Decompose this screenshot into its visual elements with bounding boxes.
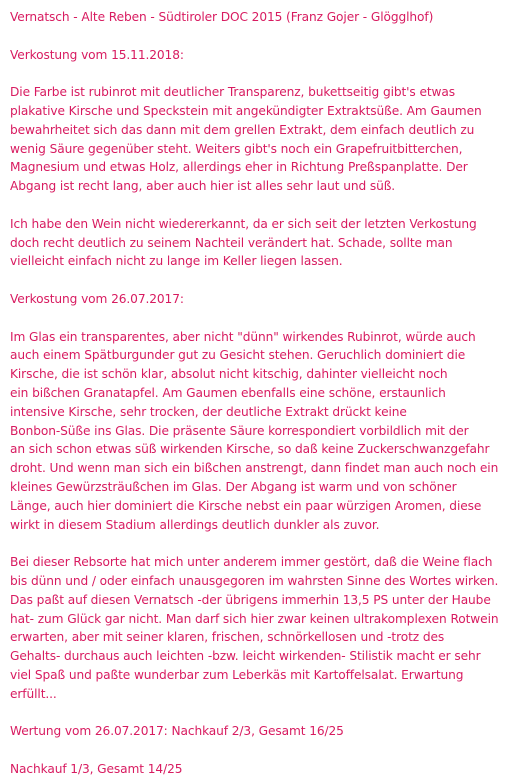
spacer <box>10 703 505 722</box>
text-line: plakative Kirsche und Speckstein mit angekündigter Extraktsüße. Am Gaumen <box>10 103 482 118</box>
text-line: Magnesium und etwas Holz, allerdings eher in Richtung Preßspanplatte. Der <box>10 160 468 175</box>
tasting-paragraph <box>10 83 505 196</box>
rating-line: Nachkauf 1/3, Gesamt 14/25 <box>10 761 183 776</box>
spacer <box>10 741 505 760</box>
wine-review-post <box>10 8 505 779</box>
spacer <box>10 309 505 328</box>
text-line: Das paßt auf diesen Vernatsch -der übrigens immerhin 13,5 PS unter der Haube <box>10 592 491 607</box>
spacer <box>10 534 505 553</box>
text-line: ein bißchen Granatapfel. Am Gaumen ebenfalls eine schöne, erstaunlich <box>10 385 446 400</box>
text-line: erwarten, aber mit seiner klaren, frischen, schnörkellosen und -trotz des <box>10 630 445 645</box>
text-line: wenig Säure gegenüber steht. Weiters gibt's noch ein Grapefruitbitterchen, <box>10 141 463 156</box>
tasting-heading: Verkostung vom 15.11.2018: <box>10 47 184 62</box>
tasting-paragraph <box>10 215 505 271</box>
spacer <box>10 271 505 290</box>
text-line: intensive Kirsche, sehr trocken, der deutliche Extrakt drückt keine <box>10 404 407 419</box>
spacer <box>10 64 505 83</box>
text-line: viel Spaß und paßte wunderbar zum Leberkäs mit Kartoffelsalat. Erwartung <box>10 667 464 682</box>
text-line: vielleicht einfach nicht zu lange im Keller liegen lassen. <box>10 254 343 269</box>
text-line: droht. Und wenn man sich ein bißchen anstrengt, dann findet man auch noch ein <box>10 461 499 476</box>
text-line: Im Glas ein transparentes, aber nicht "dünn" wirkendes Rubinrot, würde auch <box>10 329 476 344</box>
tasting-heading: Verkostung vom 26.07.2017: <box>10 291 184 306</box>
tasting-paragraph <box>10 328 505 535</box>
text-line: wirkt in diesem Stadium allerdings deutlich dunkler als zuvor. <box>10 517 380 532</box>
text-line: Länge, auch hier dominiert die Kirsche nebst ein paar würzigen Aromen, diese <box>10 498 482 513</box>
post-title: Vernatsch - Alte Reben - Südtiroler DOC 2015 (Franz Gojer - Glögglhof) <box>10 10 434 24</box>
spacer <box>10 27 505 46</box>
text-line: Kirsche, die ist schön klar, absolut nicht kitschig, dahinter vielleicht noch <box>10 367 448 382</box>
text-line: Abgang ist recht lang, aber auch hier ist alles sehr laut und süß. <box>10 179 396 194</box>
text-line: auch einem Spätburgunder gut zu Gesicht stehen. Geruchlich dominiert die <box>10 348 466 363</box>
text-line: an sich schon etwas süß wirkenden Kirsche, so daß keine Zuckerschwanzgefahr <box>10 442 490 457</box>
text-line: hat- zum Glück gar nicht. Man darf sich hier zwar keinen ultrakomplexen Rotwein <box>10 611 499 626</box>
spacer <box>10 196 505 215</box>
text-line: Die Farbe ist rubinrot mit deutlicher Transparenz, bukettseitig gibt's etwas <box>10 85 456 100</box>
text-line: doch recht deutlich zu seinem Nachteil verändert hat. Schade, sollte man <box>10 235 453 250</box>
text-line: bis dünn und / oder einfach unausgegoren im wahrsten Sinne des Wortes wirken. <box>10 573 499 588</box>
text-line: Bonbon-Süße ins Glas. Die präsente Säure korrespondiert vorbildlich mit der <box>10 423 469 438</box>
text-line: bewahrheitet sich das dann mit dem grellen Extrakt, dem einfach deutlich zu <box>10 122 475 137</box>
text-line: erfüllt... <box>10 686 57 701</box>
text-line: Gehalts- durchaus auch leichten -bzw. leicht wirkenden- Stilistik macht er sehr <box>10 649 481 664</box>
tasting-paragraph <box>10 553 505 703</box>
text-line: kleines Gewürzsträußchen im Glas. Der Abgang ist warm und von schöner <box>10 479 457 494</box>
rating-line: Wertung vom 26.07.2017: Nachkauf 2/3, Gesamt 16/25 <box>10 724 344 739</box>
text-line: Ich habe den Wein nicht wiedererkannt, da er sich seit der letzten Verkostung <box>10 216 477 231</box>
text-line: Bei dieser Rebsorte hat mich unter anderem immer gestört, daß die Weine flach <box>10 555 493 570</box>
